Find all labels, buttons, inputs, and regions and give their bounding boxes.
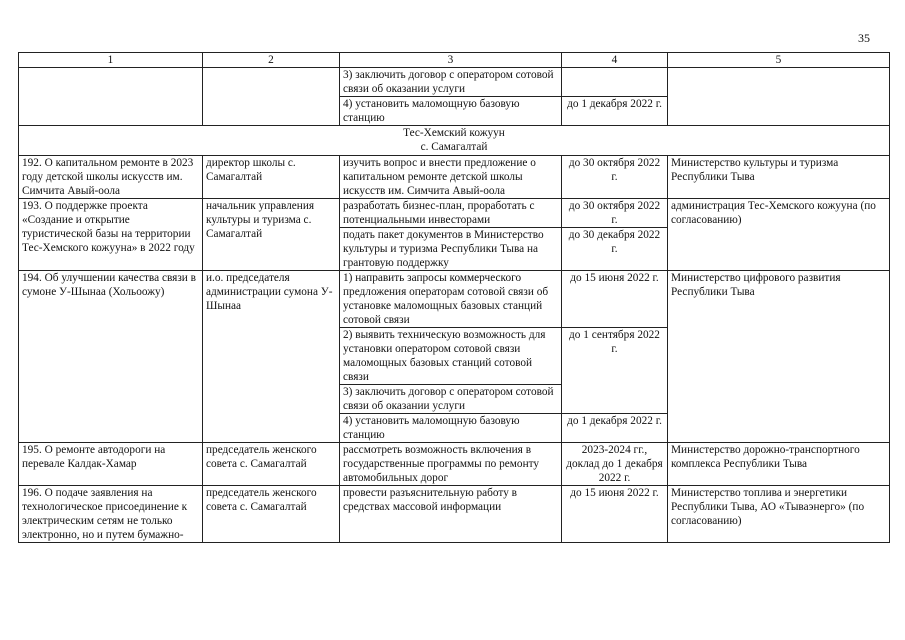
action-cell: 4) установить маломощную базовую станцию <box>340 414 562 443</box>
deadline-cell: до 1 декабря 2022 г. <box>562 414 668 443</box>
responsible-cell: Министерство дорожно-транспортного комплекса Республики Тыва <box>668 443 890 486</box>
region-locality: с. Самагалтай <box>420 141 488 153</box>
column-header-4: 4 <box>562 53 668 68</box>
deadline-cell: 2023-2024 гг., доклад до 1 декабря 2022 г. <box>562 443 668 486</box>
title-cell <box>19 68 203 126</box>
responsible-cell: Министерство цифрового развития Республики Тыва <box>668 271 890 443</box>
deadline-cell <box>562 68 668 97</box>
table-row <box>19 156 890 199</box>
region-name: Тес-Хемский кожуун <box>403 127 505 139</box>
deadline-cell: до 30 октября 2022 г. <box>562 199 668 228</box>
deadline-cell: до 15 июня 2022 г. <box>562 271 668 328</box>
action-cell: 3) заключить договор с оператором сотовой связи об оказании услуги <box>340 68 562 97</box>
deadline-cell: до 15 июня 2022 г. <box>562 486 668 543</box>
deadline-cell: до 1 сентября 2022 г. <box>562 328 668 414</box>
region-row <box>19 126 890 156</box>
page-number: 35 <box>858 31 870 45</box>
deadline-cell: до 1 декабря 2022 г. <box>562 97 668 126</box>
column-header-2: 2 <box>203 53 340 68</box>
deadline-cell: до 30 октября 2022 г. <box>562 156 668 199</box>
plan-table <box>18 52 890 543</box>
executor-cell: начальник управления культуры и туризма с. Самагалтай <box>203 199 340 271</box>
action-cell: подать пакет документов в Министерство культуры и туризма Республики Тыва на грантовую поддержку <box>340 228 562 271</box>
action-cell: разработать бизнес-план, проработать с потенциальными инвесторами <box>340 199 562 228</box>
executor-cell: председатель женского совета с. Самагалтай <box>203 443 340 486</box>
action-cell: 1) направить запросы коммерческого предложения операторам сотовой связи об установке маломощных базовых станций сотовой связи <box>340 271 562 328</box>
action-cell: изучить вопрос и внести предложение о капитальном ремонте детской школы искусств им. Симчита Авый-оола <box>340 156 562 199</box>
executor-cell: директор школы с. Самагалтай <box>203 156 340 199</box>
region-heading <box>19 126 890 156</box>
executor-cell: и.о. председателя администрации сумона У-Шынаа <box>203 271 340 443</box>
responsible-cell: администрация Тес-Хемского кожууна (по согласованию) <box>668 199 890 271</box>
responsible-cell: Министерство культуры и туризма Республики Тыва <box>668 156 890 199</box>
action-cell: 3) заключить договор с оператором сотовой связи об оказании услуги <box>340 385 562 414</box>
table-row <box>19 443 890 486</box>
title-cell: 196. О подаче заявления на технологическое присоединение к электрическим сетям не только электронно, но и путем бумажно- <box>19 486 203 543</box>
action-cell: 2) выявить техническую возможность для установки оператором сотовой связи маломощных базовых станций сотовой связи <box>340 328 562 385</box>
title-cell: 193. О поддержке проекта «Создание и открытие туристической базы на территории Тес-Хемского кожууна» в 2022 году <box>19 199 203 271</box>
column-header-3: 3 <box>340 53 562 68</box>
responsible-cell <box>668 68 890 126</box>
table-row <box>19 486 890 543</box>
action-cell: 4) установить маломощную базовую станцию <box>340 97 562 126</box>
responsible-cell: Министерство топлива и энергетики Республики Тыва, АО «Тываэнерго» (по согласованию) <box>668 486 890 543</box>
column-header-5: 5 <box>668 53 890 68</box>
executor-cell <box>203 68 340 126</box>
executor-cell: председатель женского совета с. Самагалтай <box>203 486 340 543</box>
action-cell: провести разъяснительную работу в средствах массовой информации <box>340 486 562 543</box>
table-row <box>19 68 890 97</box>
table-row <box>19 199 890 228</box>
title-cell: 195. О ремонте автодороги на перевале Калдак-Хамар <box>19 443 203 486</box>
title-cell: 194. Об улучшении качества связи в сумоне У-Шынаа (Хольоожу) <box>19 271 203 443</box>
deadline-cell: до 30 декабря 2022 г. <box>562 228 668 271</box>
action-cell: рассмотреть возможность включения в государственные программы по ремонту автомобильных дорог <box>340 443 562 486</box>
column-header-1: 1 <box>19 53 203 68</box>
title-cell: 192. О капитальном ремонте в 2023 году детской школы искусств им. Симчита Авый-оола <box>19 156 203 199</box>
table-row <box>19 271 890 328</box>
table-header-row <box>19 53 890 68</box>
